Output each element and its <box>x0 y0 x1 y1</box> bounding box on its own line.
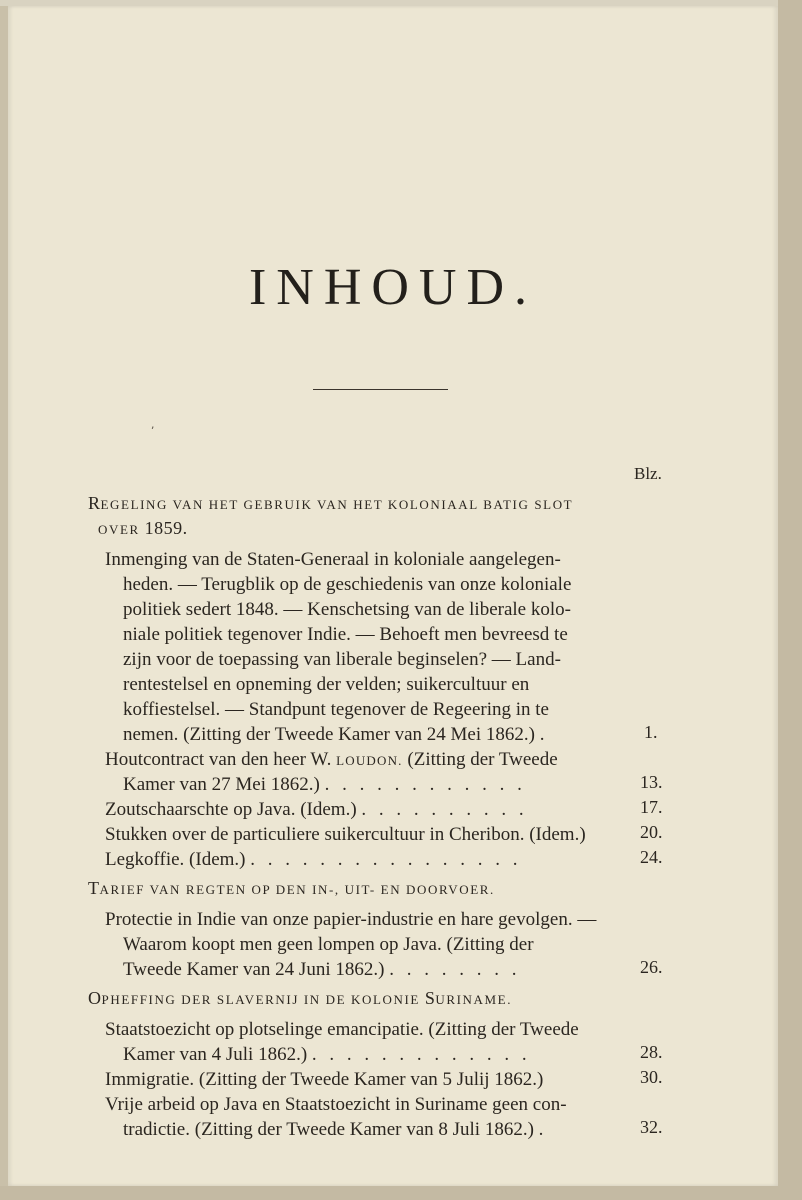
entry-line: Vrije arbeid op Java en Staatstoezicht in Suriname geen con- <box>105 1094 567 1115</box>
leader-dots: . . . . . . . . . . . . . . . . <box>250 849 522 870</box>
entry-text: (Zitting der Tweede <box>402 749 558 770</box>
entry-line: Waarom koopt men geen lompen op Java. (Zitting der <box>123 934 534 955</box>
entry-line <box>105 797 528 822</box>
page-number: 17. <box>640 797 663 817</box>
heading-initial: R <box>88 493 101 513</box>
entry-line: Stukken over de particuliere suikercultuur in Cheribon. (Idem.) <box>105 824 586 845</box>
entry-text: Legkoffie. (Idem.) <box>105 849 246 870</box>
entry-line: tradictie. (Zitting der Tweede Kamer van 8 Juli 1862.) . <box>123 1119 544 1140</box>
entry-line: koffiestelsel. — Standpunt tegenover de Regeering in te <box>123 699 549 720</box>
entry-text: Kamer van 27 Mei 1862.) <box>123 774 320 795</box>
entry-line: niale politiek tegenover Indie. — Behoeft men bevreesd te <box>123 624 568 645</box>
leader-dots: . . . . . . . . . . . . . <box>311 1044 531 1065</box>
entry-text: Tweede Kamer van 24 Juni 1862.) <box>123 959 385 980</box>
entry-line: Immigratie. (Zitting der Tweede Kamer van 5 Julij 1862.) <box>105 1069 544 1090</box>
table-of-contents <box>8 6 778 1186</box>
heading-text: PHEFFING DER SLAVERNIJ IN DE KOLONIE <box>101 992 420 1007</box>
entry-line: Protectie in Indie van onze papier-industrie en hare gevolgen. — <box>105 909 597 930</box>
page-number: 32. <box>640 1117 663 1137</box>
page-number: 28. <box>640 1042 663 1062</box>
section-heading-line2 <box>98 518 658 539</box>
entry-line: politiek sedert 1848. — Kenschetsing van de liberale kolo- <box>123 599 571 620</box>
book-spine-edge <box>0 6 8 1186</box>
entry-text: Kamer van 4 Juli 1862.) <box>123 1044 308 1065</box>
entry-text: Zoutschaarschte op Java. (Idem.) <box>105 799 357 820</box>
heading-initial: S <box>424 988 436 1008</box>
page-number: 26. <box>640 957 663 977</box>
entry-line: Staatstoezicht op plotselinge emancipatie. (Zitting der Tweede <box>105 1019 579 1040</box>
heading-initial: O <box>88 988 102 1008</box>
heading-year: 1859. <box>144 518 188 538</box>
book-right-edge <box>778 0 802 1200</box>
section-heading <box>88 493 648 514</box>
entry-line <box>123 772 526 797</box>
heading-text: OVER <box>98 522 140 537</box>
entry-line: rentestelsel en opneming der velden; suikercultuur en <box>123 674 530 695</box>
entry-line <box>105 747 558 773</box>
page-number: 30. <box>640 1067 663 1087</box>
heading-text: ARIEF VAN REGTEN OP DEN IN-, UIT- EN DOORVOER. <box>99 882 495 897</box>
page-number: 24. <box>640 847 663 867</box>
entry-line <box>123 957 520 982</box>
page-title: INHOUD. <box>248 259 538 316</box>
section-heading <box>88 988 648 1009</box>
heading-text: EGELING VAN HET GEBRUIK VAN HET KOLONIAAL BATIG SLOT <box>100 497 574 512</box>
leader-dots: . . . . . . . . <box>389 959 521 980</box>
ink-mark: ’ <box>151 426 155 437</box>
entry-line: Inmenging van de Staten-Generaal in koloniale aangelegen- <box>105 549 561 570</box>
entry-line: heden. — Terugblik op de geschiedenis van onze koloniale <box>123 574 572 595</box>
leader-dots: . . . . . . . . . . <box>361 799 528 820</box>
book-bottom-edge <box>0 1186 802 1200</box>
entry-text: Houtcontract van den heer W. <box>105 749 337 770</box>
page-column-label: Blz. <box>634 464 662 483</box>
entry-line <box>123 1042 531 1067</box>
leader-dots: . . . . . . . . . . . . <box>324 774 526 795</box>
heading-initial: T <box>88 878 100 898</box>
entry-line <box>105 847 522 872</box>
section-heading <box>88 878 648 899</box>
book-page <box>8 6 778 1186</box>
page-number: 20. <box>640 822 663 842</box>
page-number: 1. <box>644 722 658 742</box>
heading-text: URINAME. <box>435 992 513 1007</box>
entry-line: nemen. (Zitting der Tweede Kamer van 24 Mei 1862.) . <box>123 724 545 745</box>
entry-name-smallcaps: LOUDON. <box>336 753 403 768</box>
entry-line: zijn voor de toepassing van liberale beginselen? — Land- <box>123 649 561 670</box>
page-number: 13. <box>640 772 663 792</box>
